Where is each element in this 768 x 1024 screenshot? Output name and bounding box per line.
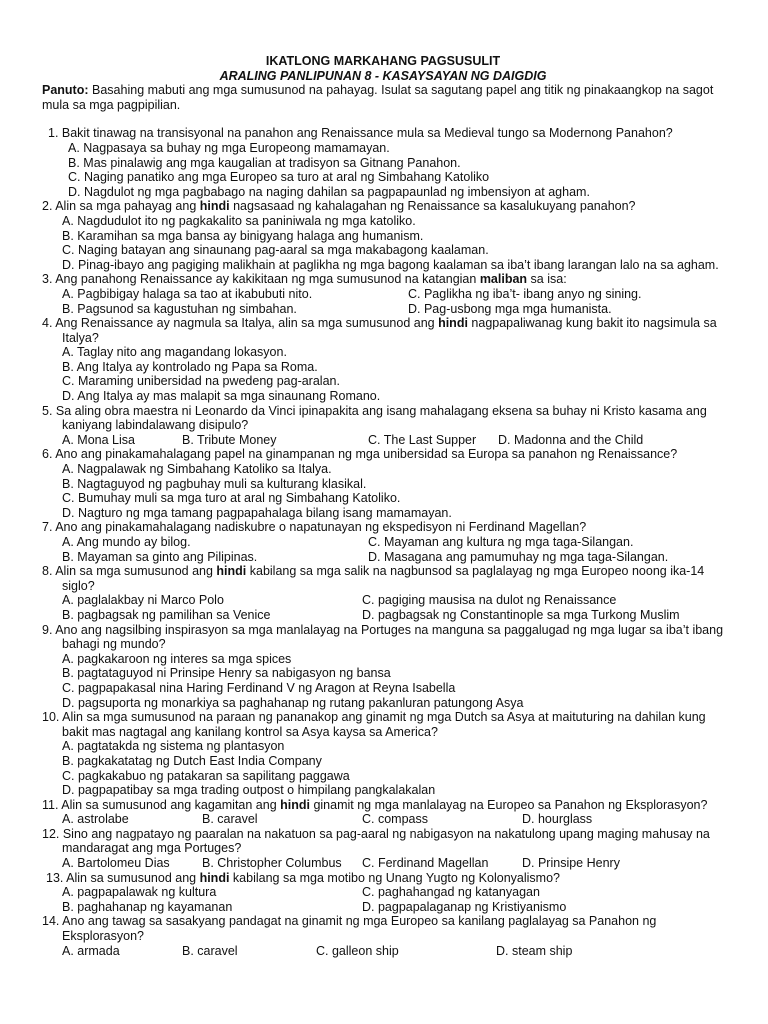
question-13 [42,871,724,915]
question-1 [42,126,724,199]
question-text: 10. Alin sa mga sumusunod na paraan ng pananakop ang ginamit ng mga Dutch sa Asya at maituturing na dahilan kung [42,710,706,725]
choice-a: A. Mona Lisa [62,432,135,447]
question-text: 13. Alin sa sumusunod ang hindi kabilang sa mga motibo ng Unang Yugto ng Kolonyalismo? [46,870,560,885]
choice-row [42,900,724,915]
choice-d: D. Nagdulot ng mga pagbabago na naging dahilan sa pagpapaunlad ng imbensiyon at agham. [68,184,590,199]
choice-b: B. Mas pinalawig ang mga kaugalian at tradisyon sa Gitnang Panahon. [68,155,461,170]
choice-a: A. Pagbibigay halaga sa tao at ikabubuti nito. [62,286,313,301]
question-5 [42,404,724,448]
emphasis-word: hindi [199,199,230,214]
choice-a: A. paglalakbay ni Marco Polo [62,593,224,608]
choice-a: A. Nagpalawak ng Simbahang Katoliko sa Italya. [62,462,332,477]
choice-row [42,885,724,900]
choice-d: D. hourglass [522,812,593,827]
choice-b: B. pagbagsak ng pamilihan sa Venice [62,607,271,622]
choice-b: B. Tribute Money [182,432,277,447]
choice-row [42,433,724,448]
choice-a: A. Bartolomeu Dias [62,856,170,871]
question-text: 6. Ano ang pinakamahalagang papel na ginampanan ng mga unibersidad sa Europa sa panahon ng Renaissance? [42,447,678,462]
choice-c: C. Ferdinand Magellan [362,856,489,871]
question-7 [42,520,724,564]
choice-c: C. Naging panatiko ang mga Europeo sa turo at aral ng Simbahang Katoliko [68,170,490,185]
choice-d: D. pagpapalaganap ng Kristiyanismo [362,899,567,914]
question-8 [42,564,724,622]
question-4 [42,316,724,404]
question-text-continuation: siglo? [62,578,95,593]
choice-row [42,608,724,623]
choice-d: D. Prinsipe Henry [522,856,620,871]
choice-c: C. Maraming unibersidad na pwedeng pag-aralan. [62,374,340,389]
question-text-continuation: mandaragat ang mga Portuges? [62,841,242,856]
choice-c: C. pagiging mausisa na dulot ng Renaissance [362,593,617,608]
choice-a: A. armada [62,943,120,958]
choice-b: B. Pagsunod sa kagustuhan ng simbahan. [62,301,297,316]
question-text-continuation: Eksplorasyon? [62,929,144,944]
exam-title: IKATLONG MARKAHANG PAGSUSULIT [265,54,501,68]
question-9 [42,623,724,711]
choice-c: C. Mayaman ang kultura ng mga taga-Silangan. [368,535,634,549]
choice-b: B. paghahanap ng kayamanan [62,899,233,914]
choice-c: C. Naging batayan ang sinaunang pag-aaral sa mga makabagong kaalaman. [62,243,489,258]
choice-b: B. caravel [202,812,258,827]
choice-a: A. astrolabe [62,812,129,827]
instructions [42,83,724,112]
emphasis-word: hindi [216,564,247,579]
choice-d: D. pagpapatibay sa mga trading outpost o himpilang pangkalakalan [62,783,436,798]
choice-b: B. Nagtaguyod ng pagbuhay muli sa kulturang klasikal. [62,476,367,491]
choice-a: A. pagtatakda ng sistema ng plantasyon [62,739,285,754]
emphasis-word: hindi [438,316,468,331]
question-text: 11. Alin sa sumusunod ang kagamitan ang hindi ginamit ng mga manlalayag na Europeo sa Panahon ng Eksplorasyon? [42,797,708,812]
choice-b: B. pagkakatatag ng Dutch East India Company [62,753,322,768]
question-11 [42,798,724,827]
question-text-continuation: kaniyang labindalawang disipulo? [62,418,249,433]
choice-row [42,287,724,302]
choice-b: B. caravel [182,943,238,958]
question-text: 12. Sino ang nagpatayo ng paaralan na nakatuon sa pag-aaral ng nabigasyon na nakatulong upang maging mahusay na [42,826,710,841]
choice-row [42,302,724,317]
choice-a: A. Taglay nito ang magandang lokasyon. [62,345,287,360]
choice-b: B. Christopher Columbus [202,856,342,871]
choice-row [42,812,724,827]
choice-d: D. Madonna and the Child [498,432,644,447]
choice-b: B. Ang Italya ay kontrolado ng Papa sa Roma. [62,359,318,374]
choice-b: B. pagtataguyod ni Prinsipe Henry sa nabigasyon ng bansa [62,666,391,681]
choice-c: C. The Last Supper [368,432,477,447]
instructions-label: Panuto: [42,83,89,98]
choice-b: B. Karamihan sa mga bansa ay binigyang halaga ang humanism. [62,228,424,243]
choice-d: D. Ang Italya ay mas malapit sa mga sinaunang Romano. [62,389,381,404]
choice-row [42,535,724,550]
question-text: 4. Ang Renaissance ay nagmula sa Italya, alin sa mga sumusunod ang hindi nagpapaliwanag kung bakit ito nagsimula sa [42,316,717,331]
choice-d: D. Nagturo ng mga tamang pagpapahalaga bilang isang mamamayan. [62,505,452,520]
choice-a: A. Ang mundo ay bilog. [62,535,191,549]
question-text: 7. Ano ang pinakamahalagang nadiskubre o napatunayan ng ekspedisyon ni Ferdinand Magellan? [42,520,587,535]
question-14 [42,914,724,958]
choice-a: A. Nagpasaya sa buhay ng mga Europeong mamamayan. [68,140,390,155]
question-3 [42,272,724,316]
choice-c: C. Bumuhay muli sa mga turo at aral ng Simbahang Katoliko. [62,491,401,506]
choice-d: D. steam ship [496,943,573,958]
choice-row [42,944,724,959]
choice-d: D. Pinag-ibayo ang pagiging malikhain at paglikha ng mga bagong kaalaman sa iba’t ibang larangan lalo na sa agham. [62,257,719,272]
question-text-continuation: bahagi ng mundo? [62,637,166,652]
question-text: 14. Ano ang tawag sa sasakyang pandagat na ginamit ng mga Europeo sa kanilang paglalayag sa Panahon ng [42,914,657,929]
question-text: 9. Ano ang nagsilbing inspirasyon sa mga manlalayag na Portuges na manguna sa paggalugad ng mga lugar sa iba’t ibang [42,622,724,637]
question-text: 1. Bakit tinawag na transisyonal na panahon ang Renaissance mula sa Medieval tungo sa Modernong Panahon? [48,126,673,141]
question-text: 8. Alin sa mga sumusunod ang hindi kabilang sa mga salik na nagbunsod sa paglalayag ng mga Europeo noong ika-14 [42,564,705,579]
question-10 [42,710,724,798]
choice-b: B. Mayaman sa ginto ang Pilipinas. [62,549,258,564]
question-6 [42,447,724,520]
choice-a: A. pagkakaroon ng interes sa mga spices [62,651,292,666]
choice-a: A. pagpapalawak ng kultura [62,885,217,900]
question-text: 5. Sa aling obra maestra ni Leonardo da Vinci ipinapakita ang isang mahalagang eksena sa buhay ni Kristo kasama ang [42,403,707,418]
exam-subtitle: ARALING PANLIPUNAN 8 - KASAYSAYAN NG DAIGDIG [219,68,547,83]
choice-a: A. Nagdudulot ito ng pagkakalito sa paniniwala ng mga katoliko. [62,213,416,228]
choice-row [42,856,724,871]
emphasis-word: hindi [280,797,310,812]
question-12 [42,827,724,871]
choice-d: D. Masagana ang pamumuhay ng mga taga-Silangan. [368,549,669,564]
choice-d: D. pagbagsak ng Constantinople sa mga Turkong Muslim [362,607,680,622]
choice-c: C. pagkakabuo ng patakaran sa sapilitang paggawa [62,768,350,783]
instructions-text: Basahing mabuti ang mga sumusunod na pahayag. Isulat sa sagutang papel ang titik ng pinakaangkop na sagot mula sa mga pagpipilian. [42,83,714,112]
choice-row [42,593,724,608]
choice-c: C. galleon ship [316,943,399,958]
choice-d: D. pagsuporta ng monarkiya sa paghahanap ng rutang pakanluran patungong Asya [62,695,524,710]
choice-d: D. Pag-usbong mga mga humanista. [408,301,612,316]
choice-c: C. pagpapakasal nina Haring Ferdinand V ng Aragon at Reyna Isabella [62,680,456,695]
question-text-continuation: Italya? [62,330,99,345]
emphasis-word: maliban [479,272,528,287]
choice-c: C. Paglikha ng iba’t- ibang anyo ng sining. [408,286,642,301]
choice-c: C. paghahangad ng katanyagan [362,885,540,900]
exam-content [42,54,724,958]
question-2 [42,199,724,272]
question-text: 3. Ang panahong Renaissance ay kakikitaan ng mga sumusunod na katangian maliban sa isa: [42,272,567,287]
emphasis-word: hindi [199,870,230,885]
question-text: 2. Alin sa mga pahayag ang hindi nagsasaad ng kahalagahan ng Renaissance sa kasalukuyang panahon? [42,199,636,214]
choice-row [42,550,724,565]
question-text-continuation: bakit mas nagtagal ang kanilang kontrol sa Asya kaysa sa America? [62,724,438,739]
choice-c: C. compass [362,812,428,827]
